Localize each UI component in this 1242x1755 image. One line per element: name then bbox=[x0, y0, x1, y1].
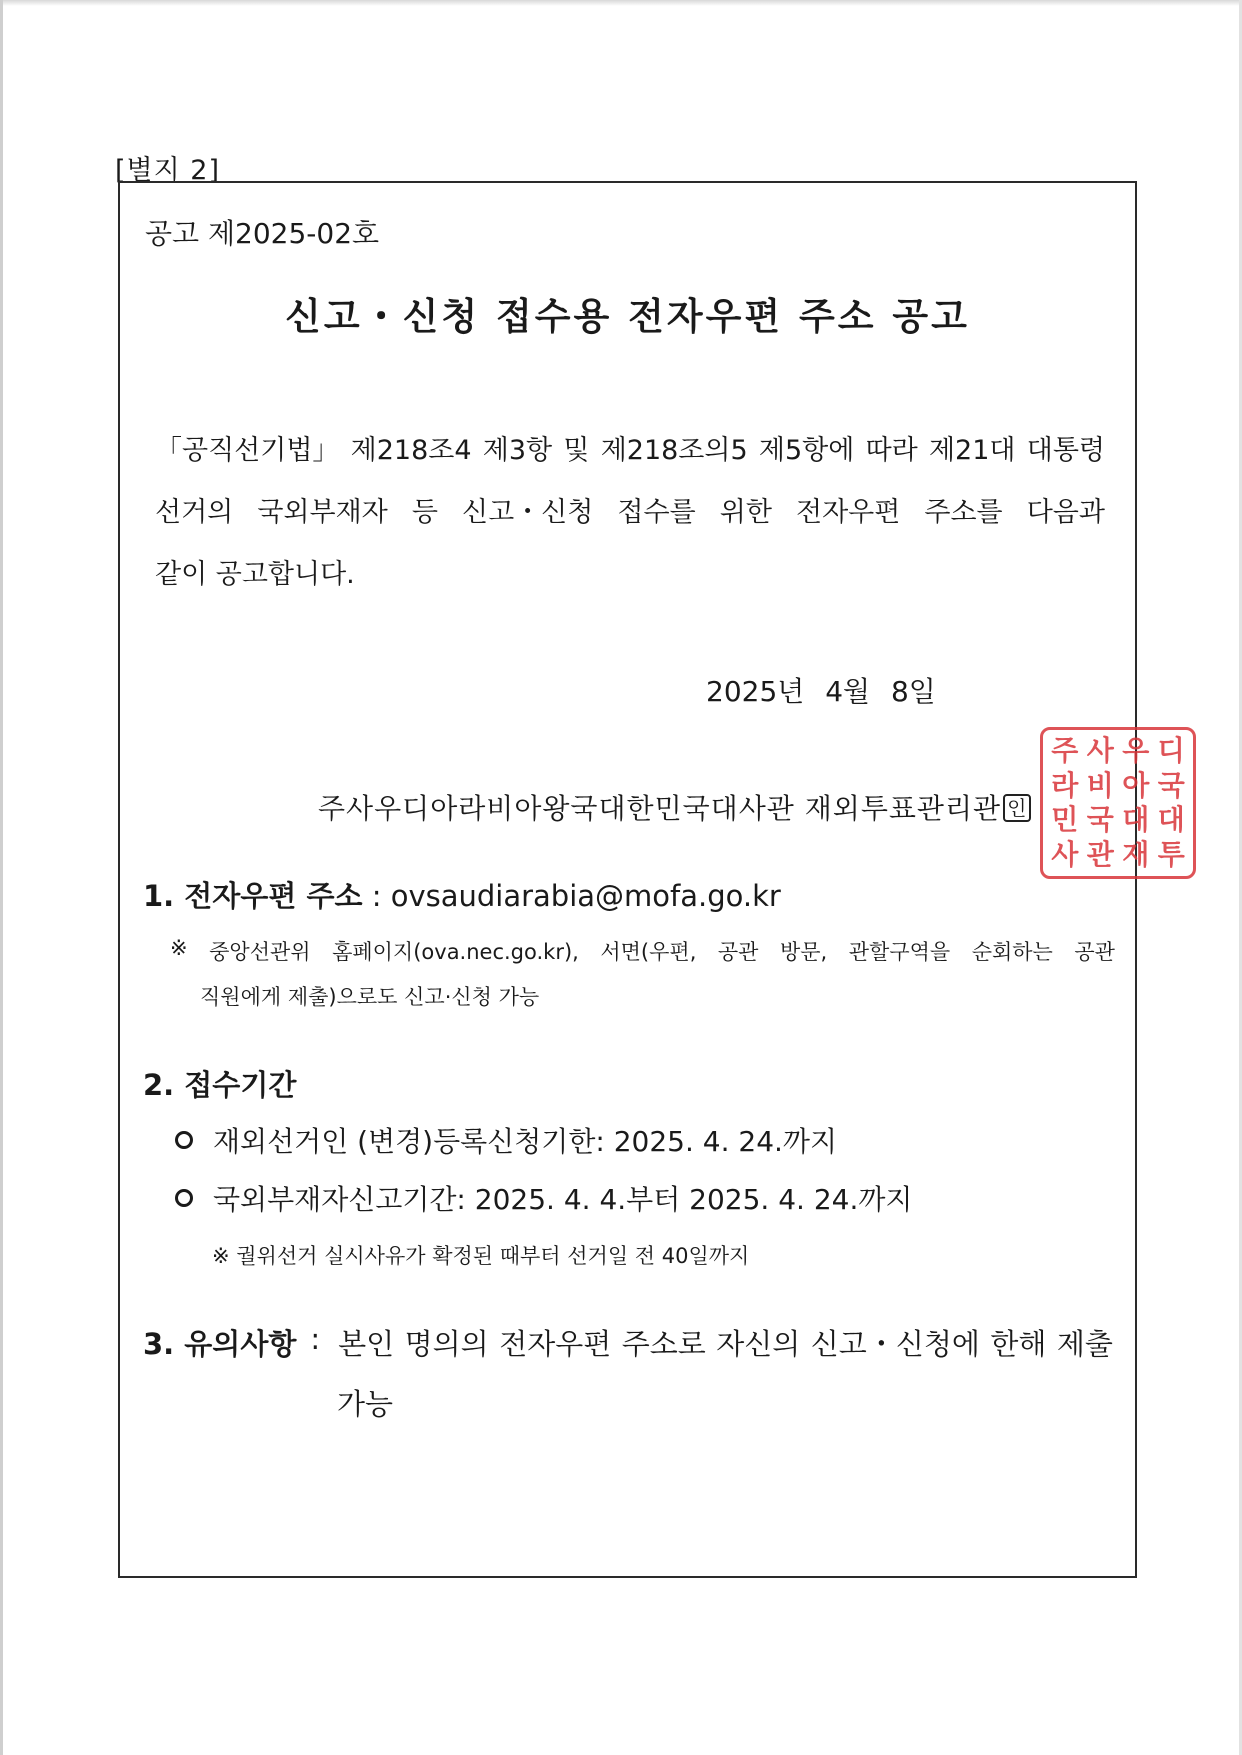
section-3-line-1 bbox=[338, 1322, 1113, 1363]
issuer-name: 주사우디아라비아왕국대한민국대사관 재외투표관리관 bbox=[318, 792, 1002, 825]
intro-line-2 bbox=[155, 490, 1105, 529]
official-seal bbox=[1040, 727, 1196, 879]
section-2-period bbox=[143, 1063, 296, 1104]
notice-date: 2025년 4월 8일 bbox=[706, 675, 936, 708]
seal-character: 대 bbox=[1157, 803, 1185, 837]
seal-character: 투 bbox=[1157, 837, 1185, 871]
seal-character: 관 bbox=[1086, 837, 1114, 871]
seal-character: 라 bbox=[1051, 768, 1079, 802]
intro-word: 제218조의5 bbox=[600, 435, 748, 466]
note-word: 중앙선관위 bbox=[209, 940, 311, 964]
seal-character: 비 bbox=[1086, 768, 1114, 802]
s3-word: 전자우편 bbox=[499, 1327, 612, 1361]
intro-word: 대통령 bbox=[1026, 435, 1105, 466]
seal-character: 아 bbox=[1122, 768, 1150, 802]
s3-word: 한해 bbox=[990, 1327, 1047, 1361]
intro-line-1 bbox=[155, 428, 1105, 467]
section-2-label: 2. 접수기간 bbox=[143, 1068, 297, 1102]
seal-character: 사 bbox=[1051, 837, 1079, 871]
note-word: 관할구역을 bbox=[848, 940, 951, 964]
scan-edge-left bbox=[0, 0, 3, 1755]
note-word: ※ bbox=[170, 936, 188, 960]
attachment-label: [별지 2] bbox=[115, 155, 220, 186]
section-2-note: ※ 궐위선거 실시사유가 확정된 때부터 선거일 전 40일까지 bbox=[212, 1244, 750, 1268]
issuer-line bbox=[318, 787, 1031, 827]
seal-character: 민 bbox=[1051, 803, 1079, 837]
email-address: ovsaudiarabia@mofa.go.kr bbox=[390, 879, 781, 913]
intro-word: 다음과 bbox=[1026, 497, 1105, 528]
intro-word: 전자우편 bbox=[795, 497, 901, 528]
period-bullet-2 bbox=[175, 1178, 912, 1218]
intro-word: 주소를 bbox=[924, 497, 1003, 528]
period-bullet-1 bbox=[175, 1120, 837, 1160]
note-word: 홈페이지(ova.nec.go.kr), bbox=[332, 940, 579, 964]
seal-character: 우 bbox=[1122, 734, 1150, 768]
s3-word: 주소로 bbox=[621, 1327, 706, 1361]
circle-bullet-icon bbox=[175, 1131, 193, 1149]
intro-word: 위한 bbox=[719, 497, 772, 528]
seal-character: 디 bbox=[1157, 734, 1185, 768]
s3-word: 제출 bbox=[1056, 1327, 1113, 1361]
intro-word: 제3항 bbox=[482, 435, 553, 466]
note-word: 방문, bbox=[779, 940, 828, 964]
s3-word: 명의의 bbox=[404, 1327, 489, 1361]
seal-character: 국 bbox=[1157, 768, 1185, 802]
section-3-label: 3. 유의사항 bbox=[143, 1327, 297, 1361]
note-word: 서면(우편, bbox=[600, 940, 697, 964]
period-bullet-2-text: 국외부재자신고기간: 2025. 4. 4.부터 2025. 4. 24.까지 bbox=[213, 1183, 913, 1216]
seal-character: 대 bbox=[1122, 803, 1150, 837]
intro-word: 제21대 bbox=[928, 435, 1016, 466]
s3-word: 자신의 bbox=[716, 1327, 801, 1361]
intro-word: 선거의 bbox=[155, 497, 234, 528]
section-1-note-line-2: 직원에게 제출)으로도 신고·신청 가능 bbox=[200, 985, 540, 1009]
intro-word: 「공직선기법」 bbox=[155, 435, 340, 466]
section-3-line-2: 가능 bbox=[337, 1387, 394, 1421]
intro-line-3: 같이 공고합니다. bbox=[155, 559, 355, 590]
intro-word: 등 bbox=[411, 497, 438, 528]
document-title: 신고・신청 접수용 전자우편 주소 공고 bbox=[285, 295, 970, 338]
seal-character: 국 bbox=[1086, 803, 1114, 837]
s3-word: 신고・신청에 bbox=[810, 1327, 980, 1361]
intro-word: 및 bbox=[563, 435, 590, 466]
intro-word: 신고・신청 bbox=[462, 497, 594, 528]
scan-edge-top bbox=[0, 0, 1242, 6]
intro-word: 접수를 bbox=[617, 497, 696, 528]
s3-word: 본인 bbox=[338, 1327, 395, 1361]
intro-word: 따라 bbox=[865, 435, 918, 466]
section-1-label: 1. 전자우편 주소 bbox=[143, 879, 363, 913]
seal-character: 사 bbox=[1086, 734, 1114, 768]
section-1-separator: : bbox=[362, 879, 391, 913]
note-word: 공관 bbox=[717, 940, 759, 964]
section-3-separator: : bbox=[310, 1322, 321, 1356]
section-3-notes bbox=[143, 1322, 1113, 1363]
seal-placeholder-mark: 인 bbox=[1003, 794, 1031, 822]
seal-character: 주 bbox=[1051, 734, 1079, 768]
note-word: 공관 bbox=[1074, 940, 1115, 964]
note-word: 순회하는 bbox=[971, 940, 1053, 964]
period-bullet-1-text: 재외선거인 (변경)등록신청기한: 2025. 4. 24.까지 bbox=[213, 1125, 838, 1158]
seal-character: 재 bbox=[1122, 837, 1150, 871]
section-1-email bbox=[143, 874, 781, 915]
section-1-note-line-1 bbox=[170, 936, 1115, 966]
intro-word: 제5항에 bbox=[758, 435, 855, 466]
circle-bullet-icon bbox=[175, 1189, 193, 1207]
intro-word: 국외부재자 bbox=[257, 497, 388, 528]
intro-word: 제218조4 bbox=[350, 435, 472, 466]
notice-number: 공고 제2025-02호 bbox=[145, 217, 380, 250]
